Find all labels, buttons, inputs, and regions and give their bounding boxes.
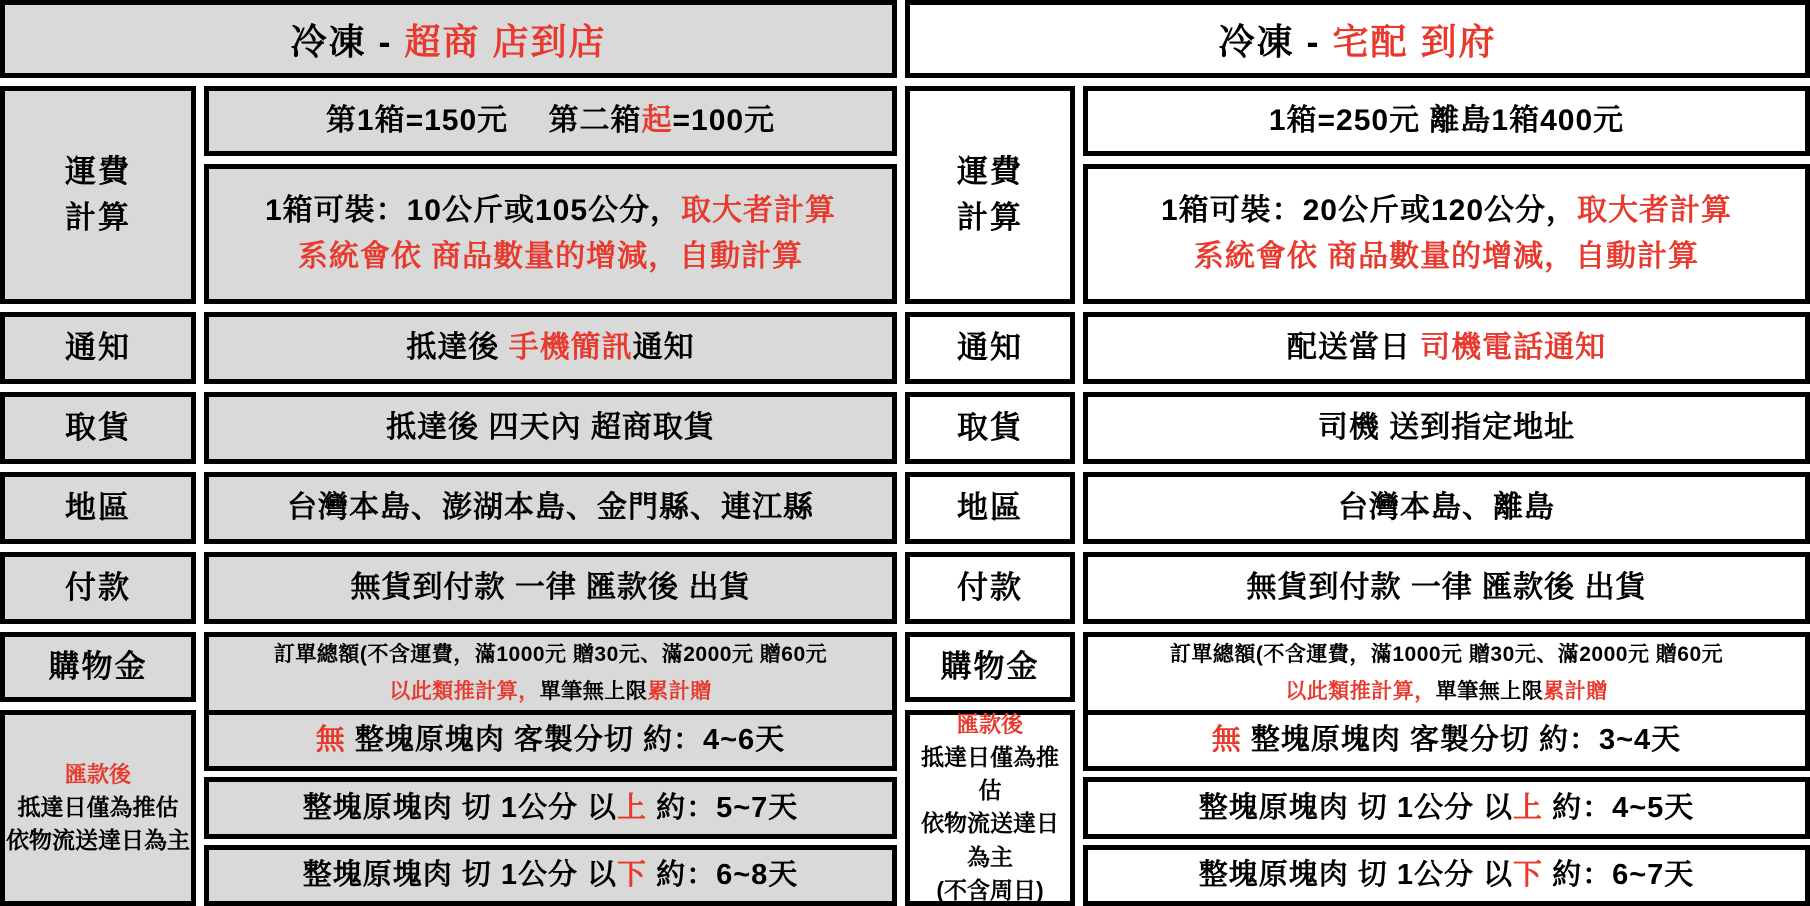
highlighted-text: 下 — [617, 858, 648, 891]
plain-text: 整塊原塊肉 切 1公分 以 — [302, 791, 618, 824]
content-line — [1194, 234, 1699, 281]
content-line — [1287, 325, 1606, 372]
label-line — [957, 565, 1023, 612]
row-delivery-time — [0, 710, 897, 906]
row-label-notification — [0, 312, 196, 384]
row-payment — [0, 552, 897, 624]
cell-payment-1 — [204, 552, 897, 624]
highlighted-text: 系統會依 商品數量的增減，自動計算 — [1193, 240, 1700, 273]
label-line — [65, 759, 131, 791]
content-line — [303, 853, 799, 898]
content-line — [350, 565, 750, 612]
row-label-delivery-time — [905, 710, 1075, 906]
plain-text: 1箱可裝：10公斤或105公分， — [264, 193, 682, 227]
plain-text: 約：5~7天 — [647, 791, 799, 824]
row-label-region — [0, 472, 196, 544]
highlighted-text: 系統會依 商品數量的增減，自動計算 — [297, 240, 804, 273]
plain-text: 抵達後 四天內 超商取貨 — [386, 410, 715, 444]
highlighted-text: 手機簡訊 — [508, 330, 633, 364]
plain-text: 冷凍 - — [1218, 20, 1333, 62]
plain-text: 冷凍 - — [290, 20, 405, 62]
row-freight-calculation — [905, 86, 1810, 304]
content-line — [1338, 485, 1555, 532]
content-line — [1199, 786, 1695, 831]
panel-frozen-cvs-store-to-store — [0, 0, 897, 906]
plain-text: 訂單總額(不含運費，滿1000元 贈30元、滿2000元 贈60元 — [273, 643, 828, 666]
cell-freight-calculation-1 — [1083, 86, 1810, 156]
cell-payment-1 — [1083, 552, 1810, 624]
plain-text: 運費 — [65, 153, 131, 189]
plain-text: 單筆無上限 — [1435, 679, 1544, 703]
content-line — [1170, 637, 1723, 674]
content-line — [287, 485, 814, 532]
row-content-notification — [204, 312, 897, 384]
cell-delivery-time-2 — [204, 777, 897, 838]
plain-text: 台灣本島、離島 — [1338, 490, 1555, 524]
plain-text: 付款 — [957, 569, 1023, 605]
row-freight-calculation — [0, 86, 897, 304]
plain-text: 整塊原塊肉 切 1公分 以 — [1198, 858, 1514, 891]
row-content-payment — [204, 552, 897, 624]
content-line — [265, 188, 836, 235]
row-notification — [0, 312, 897, 384]
highlighted-text: 累計贈 — [1543, 679, 1608, 703]
label-line — [910, 741, 1070, 808]
plain-text: 整塊原塊肉 切 1公分 以 — [1198, 791, 1514, 824]
row-content-delivery-time — [1083, 710, 1810, 906]
content-line — [1212, 718, 1681, 763]
row-label-notification — [905, 312, 1075, 384]
plain-text: 約：6~8天 — [647, 858, 799, 891]
panel-header-frozen-home — [905, 0, 1810, 78]
content-line — [1246, 565, 1646, 612]
highlighted-text: 上 — [617, 791, 648, 824]
content-line — [1318, 405, 1575, 452]
plain-text: 整塊原塊肉 切 1公分 以 — [302, 858, 618, 891]
label-line — [957, 149, 1023, 196]
label-line — [65, 195, 131, 242]
plain-text: 計算 — [957, 200, 1023, 235]
content-line — [326, 98, 775, 145]
label-line — [936, 874, 1043, 906]
plain-text: 取貨 — [65, 409, 131, 445]
cell-region-1 — [1083, 472, 1810, 544]
plain-text: =100元 — [672, 103, 776, 137]
highlighted-text: 匯款後 — [64, 761, 131, 787]
panel-title — [1218, 14, 1496, 65]
plain-text: (不含周日) — [936, 876, 1044, 903]
plain-text: 1箱可裝：20公斤或120公分， — [1160, 193, 1578, 227]
plain-text: 購物金 — [48, 648, 148, 684]
highlighted-text: 無 — [315, 724, 346, 757]
cell-notification-1 — [204, 312, 897, 384]
cell-delivery-time-3 — [204, 845, 897, 906]
row-content-delivery-time — [204, 710, 897, 906]
row-content-shopping-credit — [1083, 632, 1810, 702]
row-shopping-credit — [905, 632, 1810, 702]
plain-text: 單筆無上限 — [539, 679, 648, 703]
highlighted-text: 超商 店到店 — [404, 20, 607, 62]
cell-delivery-time-2 — [1083, 777, 1810, 838]
plain-text: 抵達日僅為推估 — [17, 793, 179, 820]
highlighted-text: 宅配 到府 — [1332, 20, 1497, 62]
label-line — [910, 807, 1070, 874]
plain-text: 約：4~5天 — [1543, 791, 1695, 824]
row-content-region — [1083, 472, 1810, 544]
plain-text: 司機 送到指定地址 — [1317, 410, 1576, 444]
row-content-pickup — [1083, 392, 1810, 464]
label-line — [957, 195, 1023, 242]
highlighted-text: 上 — [1513, 791, 1544, 824]
highlighted-text: 下 — [1513, 858, 1544, 891]
plain-text: 約：6~7天 — [1543, 858, 1695, 891]
plain-text: 1箱=250元 離島1箱400元 — [1268, 103, 1625, 137]
row-content-freight-calculation — [204, 86, 897, 304]
label-line — [957, 709, 1023, 741]
row-pickup — [905, 392, 1810, 464]
row-label-freight-calculation — [0, 86, 196, 304]
label-line — [957, 325, 1023, 372]
content-line — [274, 637, 827, 674]
highlighted-text: 取大者計算 — [681, 193, 837, 227]
cell-pickup-1 — [204, 392, 897, 464]
content-line — [1285, 674, 1608, 711]
content-line — [316, 718, 785, 763]
plain-text: 運費 — [957, 153, 1023, 189]
plain-text: 地區 — [65, 489, 131, 525]
content-line — [303, 786, 799, 831]
cell-pickup-1 — [1083, 392, 1810, 464]
content-line — [1199, 853, 1695, 898]
row-delivery-time — [905, 710, 1810, 906]
row-label-payment — [0, 552, 196, 624]
row-label-payment — [905, 552, 1075, 624]
cell-delivery-time-1 — [204, 710, 897, 771]
plain-text: 抵達日僅為推估 — [921, 743, 1059, 803]
row-content-freight-calculation — [1083, 86, 1810, 304]
cell-region-1 — [204, 472, 897, 544]
row-content-notification — [1083, 312, 1810, 384]
cell-delivery-time-1 — [1083, 710, 1810, 771]
plain-text: 配送當日 — [1286, 330, 1421, 364]
label-line — [65, 565, 131, 612]
row-pickup — [0, 392, 897, 464]
label-line — [957, 405, 1023, 452]
plain-text: 整塊原塊肉 客製分切 約：3~4天 — [1241, 724, 1682, 757]
row-content-pickup — [204, 392, 897, 464]
row-label-pickup — [905, 392, 1075, 464]
plain-text: 通知 — [632, 330, 695, 364]
plain-text: 依物流送達日為主 — [921, 810, 1059, 870]
plain-text: 整塊原塊肉 客製分切 約：4~6天 — [345, 724, 786, 757]
plain-text: 依物流送達日為主 — [6, 826, 190, 853]
cell-freight-calculation-1 — [204, 86, 897, 156]
highlighted-text: 匯款後 — [956, 711, 1023, 737]
label-line — [49, 644, 148, 691]
label-line — [65, 325, 131, 372]
cell-freight-calculation-2 — [1083, 164, 1810, 304]
label-line — [65, 405, 131, 452]
row-shopping-credit — [0, 632, 897, 702]
plain-text: 台灣本島、澎湖本島、金門縣、連江縣 — [287, 490, 814, 524]
highlighted-text: 以此類推計算， — [1285, 679, 1436, 703]
label-line — [6, 824, 190, 857]
cell-delivery-time-3 — [1083, 845, 1810, 906]
cell-freight-calculation-2 — [204, 164, 897, 304]
highlighted-text: 取大者計算 — [1577, 193, 1733, 227]
row-region — [0, 472, 897, 544]
panel-title — [290, 14, 606, 65]
row-content-region — [204, 472, 897, 544]
highlighted-text: 以此類推計算， — [389, 679, 540, 703]
highlighted-text: 司機電話通知 — [1420, 330, 1607, 364]
highlighted-text: 累計贈 — [647, 679, 712, 703]
row-region — [905, 472, 1810, 544]
row-label-freight-calculation — [905, 86, 1075, 304]
label-line — [65, 485, 131, 532]
content-line — [389, 674, 712, 711]
row-label-shopping-credit — [905, 632, 1075, 702]
content-line — [1269, 98, 1624, 145]
plain-text: 訂單總額(不含運費，滿1000元 贈30元、滿2000元 贈60元 — [1169, 643, 1724, 666]
cell-notification-1 — [1083, 312, 1810, 384]
row-content-payment — [1083, 552, 1810, 624]
row-label-delivery-time — [0, 710, 196, 906]
plain-text: 抵達後 — [406, 330, 509, 364]
row-payment — [905, 552, 1810, 624]
row-notification — [905, 312, 1810, 384]
plain-text: 地區 — [957, 489, 1023, 525]
row-label-region — [905, 472, 1075, 544]
cell-shopping-credit-1 — [204, 632, 897, 716]
content-line — [1161, 188, 1732, 235]
plain-text: 購物金 — [940, 648, 1040, 684]
content-line — [406, 325, 694, 372]
content-line — [386, 405, 715, 452]
plain-text: 無貨到付款 一律 匯款後 出貨 — [1246, 570, 1647, 604]
highlighted-text: 起 — [641, 103, 673, 137]
label-line — [65, 149, 131, 196]
label-line — [957, 485, 1023, 532]
row-content-shopping-credit — [204, 632, 897, 702]
plain-text: 計算 — [65, 200, 131, 235]
plain-text: 付款 — [65, 569, 131, 605]
row-label-pickup — [0, 392, 196, 464]
highlighted-text: 無 — [1211, 724, 1242, 757]
plain-text: 取貨 — [957, 409, 1023, 445]
content-line — [298, 234, 803, 281]
panel-frozen-home-delivery — [905, 0, 1810, 906]
panel-header-frozen-cvs — [0, 0, 897, 78]
plain-text: 無貨到付款 一律 匯款後 出貨 — [350, 570, 751, 604]
cell-shopping-credit-1 — [1083, 632, 1810, 716]
row-label-shopping-credit — [0, 632, 196, 702]
label-line — [18, 791, 179, 824]
label-line — [941, 644, 1040, 691]
plain-text: 第1箱=150元 第二箱 — [325, 103, 642, 137]
plain-text: 通知 — [957, 329, 1023, 365]
plain-text: 通知 — [65, 329, 131, 365]
